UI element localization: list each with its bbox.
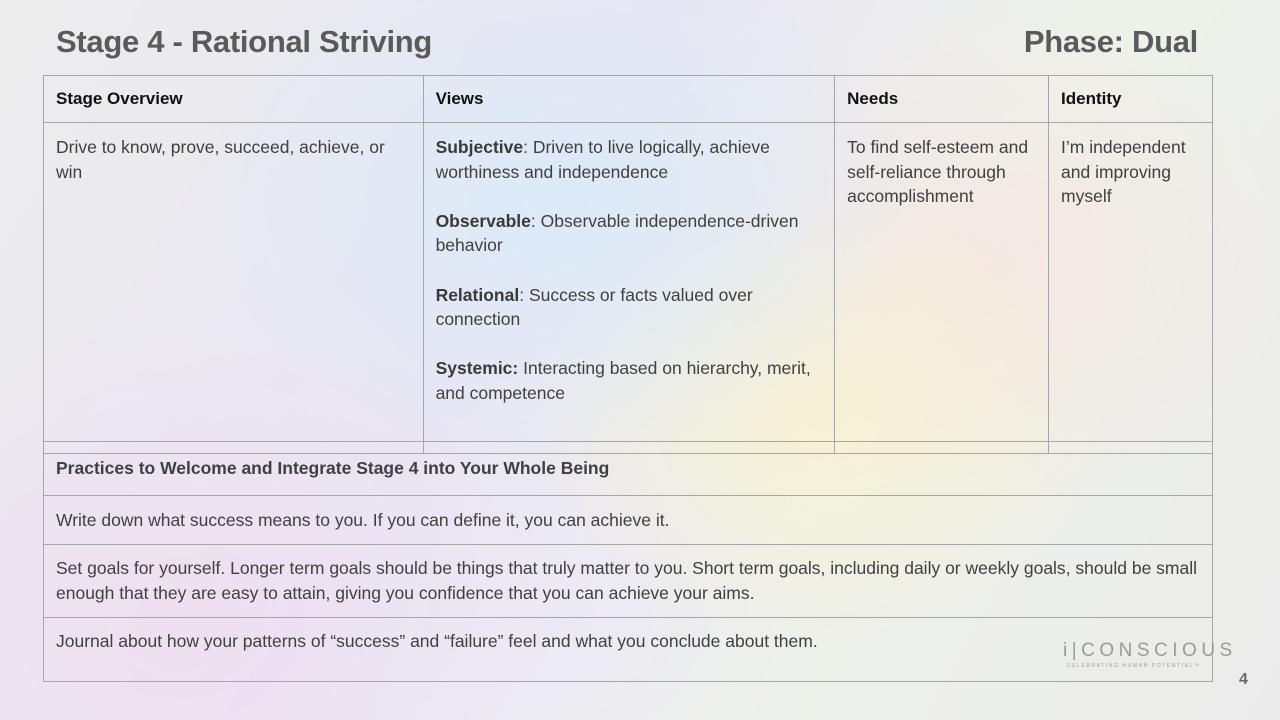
practice-row — [44, 618, 1213, 682]
header-identity: Identity — [1049, 76, 1213, 123]
practices-table — [43, 441, 1213, 682]
view-label: Systemic: — [435, 358, 519, 379]
view-text: Observable independence-driven behavior — [435, 210, 799, 256]
stage-table — [43, 75, 1213, 454]
stage-table-header-row — [44, 76, 1213, 123]
header-needs: Needs — [835, 76, 1049, 123]
view-label: Relational — [435, 284, 520, 305]
stage-overview-cell: Drive to know, prove, succeed, achieve, or win — [44, 123, 424, 454]
view-label: Observable — [435, 210, 531, 231]
practice-item: Journal about how your patterns of “success” and “failure” feel and what you conclude about them. — [44, 618, 1213, 682]
view-systemic — [436, 356, 823, 405]
view-separator: : — [523, 137, 533, 157]
views-cell — [423, 123, 835, 454]
practice-row — [44, 545, 1213, 618]
view-separator: : — [519, 284, 529, 305]
logo-wordmark: i|CONSCIOUS — [1063, 640, 1237, 661]
view-text: Interacting based on hierarchy, merit, and competence — [435, 358, 811, 403]
practice-row — [44, 496, 1213, 545]
view-relational — [436, 283, 823, 332]
needs-cell: To find self-esteem and self-reliance through accomplishment — [835, 123, 1049, 454]
view-subjective — [436, 135, 823, 184]
header-stage-overview: Stage Overview — [44, 76, 424, 123]
view-text: Driven to live logically, achieve worthiness and independence — [435, 137, 770, 182]
header-views: Views — [423, 76, 835, 123]
identity-cell: I’m independent and improving myself — [1049, 123, 1213, 454]
practices-heading-row — [44, 442, 1213, 496]
iconscious-logo — [1063, 640, 1237, 669]
stage-table-body-row — [44, 123, 1213, 454]
page-number: 4 — [1239, 671, 1248, 688]
practice-item: Write down what success means to you. If you can define it, you can achieve it. — [44, 496, 1213, 545]
practices-heading: Practices to Welcome and Integrate Stage 4 into Your Whole Being — [44, 442, 1213, 496]
view-observable — [436, 209, 823, 258]
view-text: Success or facts valued over connection — [435, 284, 753, 330]
slide-title: Stage 4 - Rational Striving — [56, 24, 433, 59]
logo-tagline: CELEBRATING HUMAN POTENTIAL™ — [1067, 663, 1201, 669]
practice-item: Set goals for yourself. Longer term goals should be things that truly matter to you. Short term goals, including daily or weekly goals, should be small enough that they are easy to attain, giving you confidence that you can achieve your aims. — [44, 545, 1213, 618]
view-separator: : — [530, 210, 541, 231]
view-label: Subjective — [435, 137, 524, 157]
phase-label: Phase: Dual — [1023, 24, 1198, 59]
